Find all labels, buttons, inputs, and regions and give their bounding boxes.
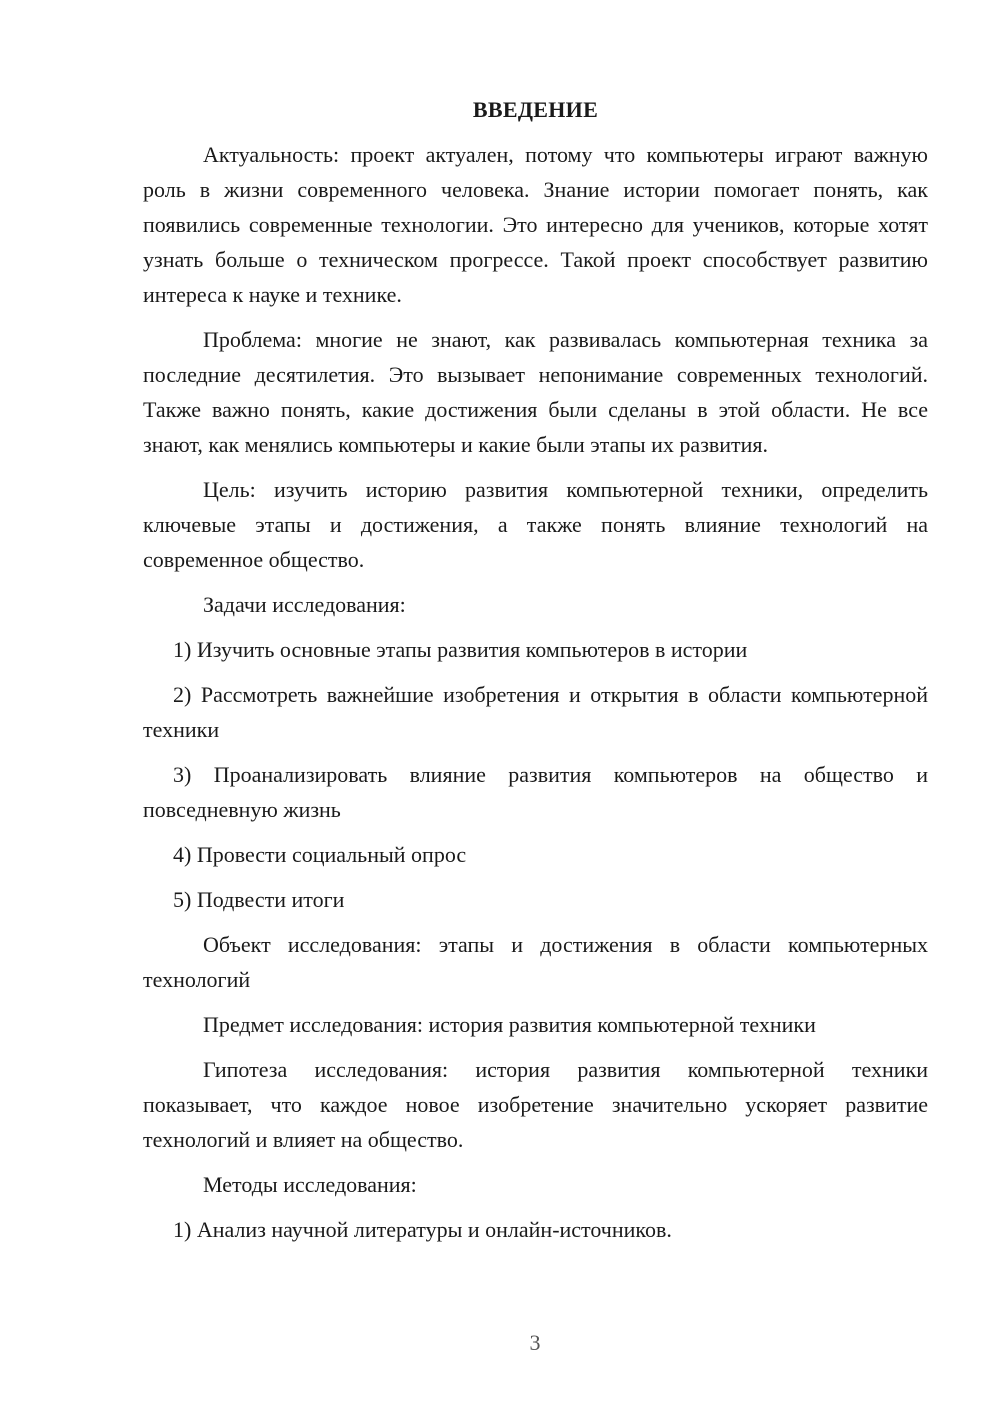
- tasks-heading: Задачи исследования:: [203, 592, 406, 617]
- paragraph-relevance: Актуальность: проект актуален, потому что компьютеры играют важную роль в жизни современного человека. Знание истории помогает понять, как появились современные технологии. Это интересно для учеников, которые хотят узнать больше о техническом прогрессе. Такой проект способствует развитию интереса к науке и технике.: [143, 142, 928, 307]
- paragraph-problem: Проблема: многие не знают, как развивалась компьютерная техника за последние десятилетия. Это вызывает непонимание современных технологий. Также важно понять, какие достижения были сделаны в этой области. Не все знают, как менялись компьютеры и какие были этапы их развития.: [143, 327, 928, 457]
- paragraph-goal: Цель: изучить историю развития компьютерной техники, определить ключевые этапы и достижения, а также понять влияние технологий на современное общество.: [143, 477, 928, 572]
- task-item-3: 3) Проанализировать влияние развития компьютеров на общество и повседневную жизнь: [143, 762, 928, 822]
- document-body: [143, 92, 928, 1257]
- paragraph-object: Объект исследования: этапы и достижения в области компьютерных технологий: [143, 932, 928, 992]
- task-item-5: 5) Подвести итоги: [173, 887, 345, 912]
- task-item-1: 1) Изучить основные этапы развития компьютеров в истории: [173, 637, 748, 662]
- methods-heading: Методы исследования:: [203, 1172, 417, 1197]
- page-title: ВВЕДЕНИЕ: [472, 97, 599, 122]
- method-item-1: 1) Анализ научной литературы и онлайн-источников.: [173, 1217, 672, 1242]
- paragraph-hypothesis: Гипотеза исследования: история развития компьютерной техники показывает, что каждое новое изобретение значительно ускоряет развитие технологий и влияет на общество.: [143, 1057, 928, 1152]
- paragraph-subject: Предмет исследования: история развития компьютерной техники: [203, 1012, 816, 1037]
- task-item-2: 2) Рассмотреть важнейшие изобретения и открытия в области компьютерной техники: [143, 682, 928, 742]
- task-item-4: 4) Провести социальный опрос: [173, 842, 467, 867]
- page-number: 3: [529, 1330, 541, 1355]
